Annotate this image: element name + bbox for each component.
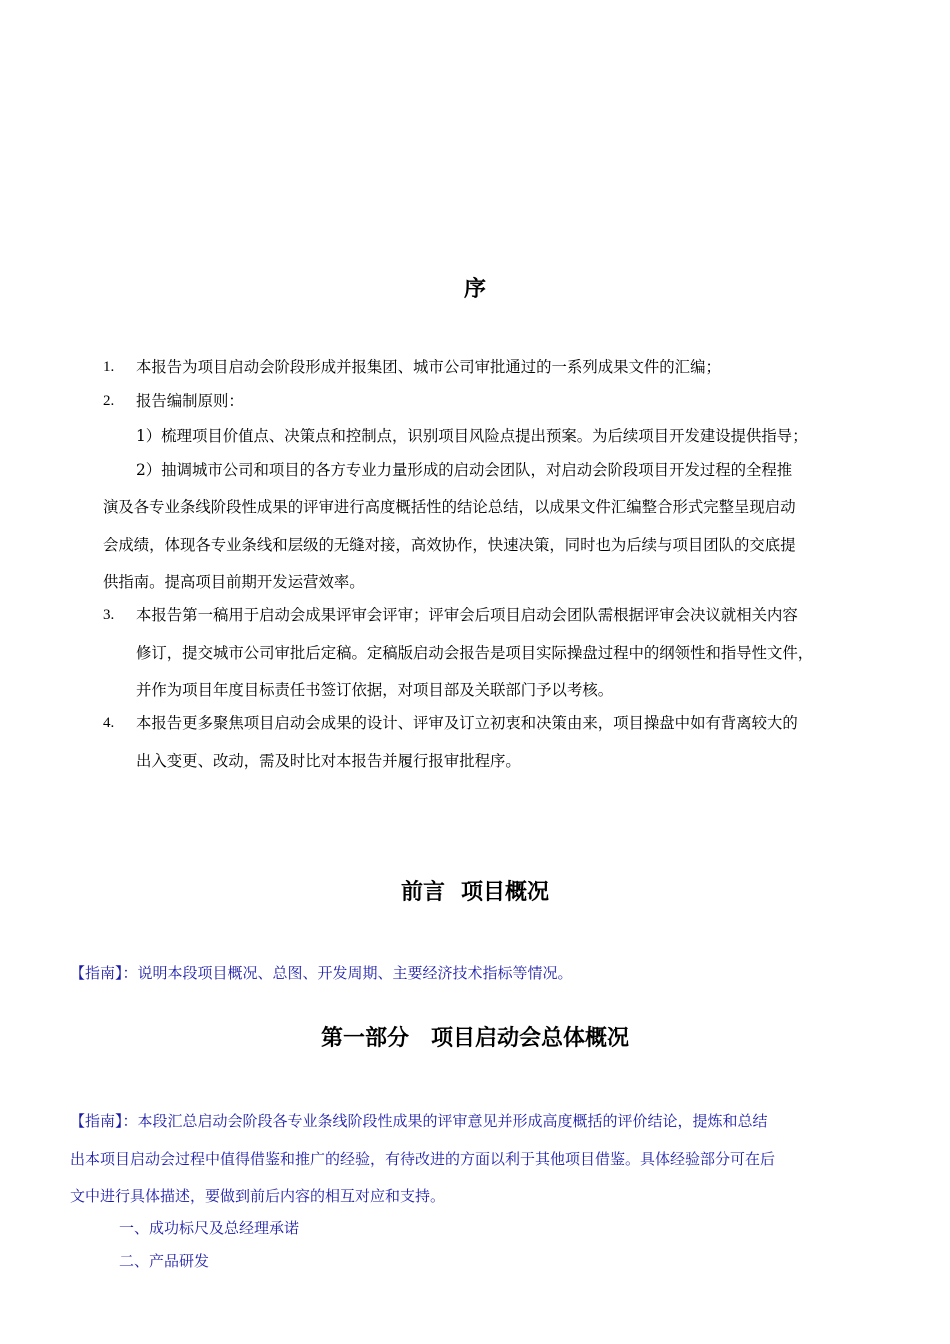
list-number: 3. [103,607,115,623]
preface-item1-line: 本报告为项目启动会阶段形成并报集团、城市公司审批通过的一系列成果文件的汇编； [136,358,721,376]
guide-text: 说明本段项目概况、总图、开发周期、主要经济技术指标等情况。 [137,964,573,982]
part1-guide-line: 出本项目启动会过程中值得借鉴和推广的经验，有待改进的方面以利于其他项目借鉴。具体经验部分可在后 [70,1150,776,1168]
preface-title: 序 [463,277,486,302]
preface-item2-sub2-line: 2）抽调城市公司和项目的各方专业力量形成的启动会团队，对启动会阶段项目开发过程的全程推 [136,461,793,479]
part1-title-b: 项目启动会总体概况 [431,1026,630,1051]
preface-item2-sub1: 1）梳理项目价值点、决策点和控制点，识别项目风险点提出预案。为后续项目开发建设提供指导； [136,427,808,445]
preface-item3-line: 本报告第一稿用于启动会成果评审会评审；评审会后项目启动会团队需根据评审会决议就相关内容 [136,606,798,624]
part1-title-a: 第一部分 [320,1026,409,1051]
intro-guide [70,963,573,983]
preface-item2-sub2-line: 会成绩，体现各专业条线和层级的无缝对接，高效协作，快速决策，同时也为后续与项目团队的交底提 [103,536,796,554]
part1-item: 二、产品研发 [119,1252,210,1270]
part1-item: 一、成功标尺及总经理承诺 [119,1219,300,1237]
list-number: 2. [103,393,115,409]
preface-item4-line: 本报告更多聚焦项目启动会成果的设计、评审及订立初衷和决策由来，项目操盘中如有背离较大的 [136,714,798,732]
intro-title-b: 项目概况 [461,880,550,905]
preface-item2-line: 报告编制原则： [136,392,244,410]
part1-guide-line: 文中进行具体描述，要做到前后内容的相互对应和支持。 [70,1187,446,1205]
part1-guide-line [70,1111,768,1131]
list-number: 1. [103,359,115,375]
preface-item3-line: 修订，提交城市公司审批后定稿。定稿版启动会报告是项目实际操盘过程中的纲领性和指导性文件， [136,644,814,662]
preface-item3-line: 并作为项目年度目标责任书签订依据，对项目部及关联部门予以考核。 [136,681,614,699]
intro-title-a: 前言 [400,880,445,905]
intro-title [0,878,950,908]
list-number: 4. [103,715,115,731]
preface-item4-line: 出入变更、改动，需及时比对本报告并履行报审批程序。 [136,752,521,770]
preface-item2-sub2-line: 演及各专业条线阶段性成果的评审进行高度概括性的结论总结，以成果文件汇编整合形式完整呈现启动 [103,498,796,516]
preface-item2-sub2-line: 供指南。提高项目前期开发运营效率。 [103,573,365,591]
guide-tag: 【指南】： [70,1112,138,1130]
guide-tag: 【指南】： [70,964,138,982]
part1-title [0,1024,950,1054]
guide-text: 本段汇总启动会阶段各专业条线阶段性成果的评审意见并形成高度概括的评价结论，提炼和总结 [137,1112,768,1130]
